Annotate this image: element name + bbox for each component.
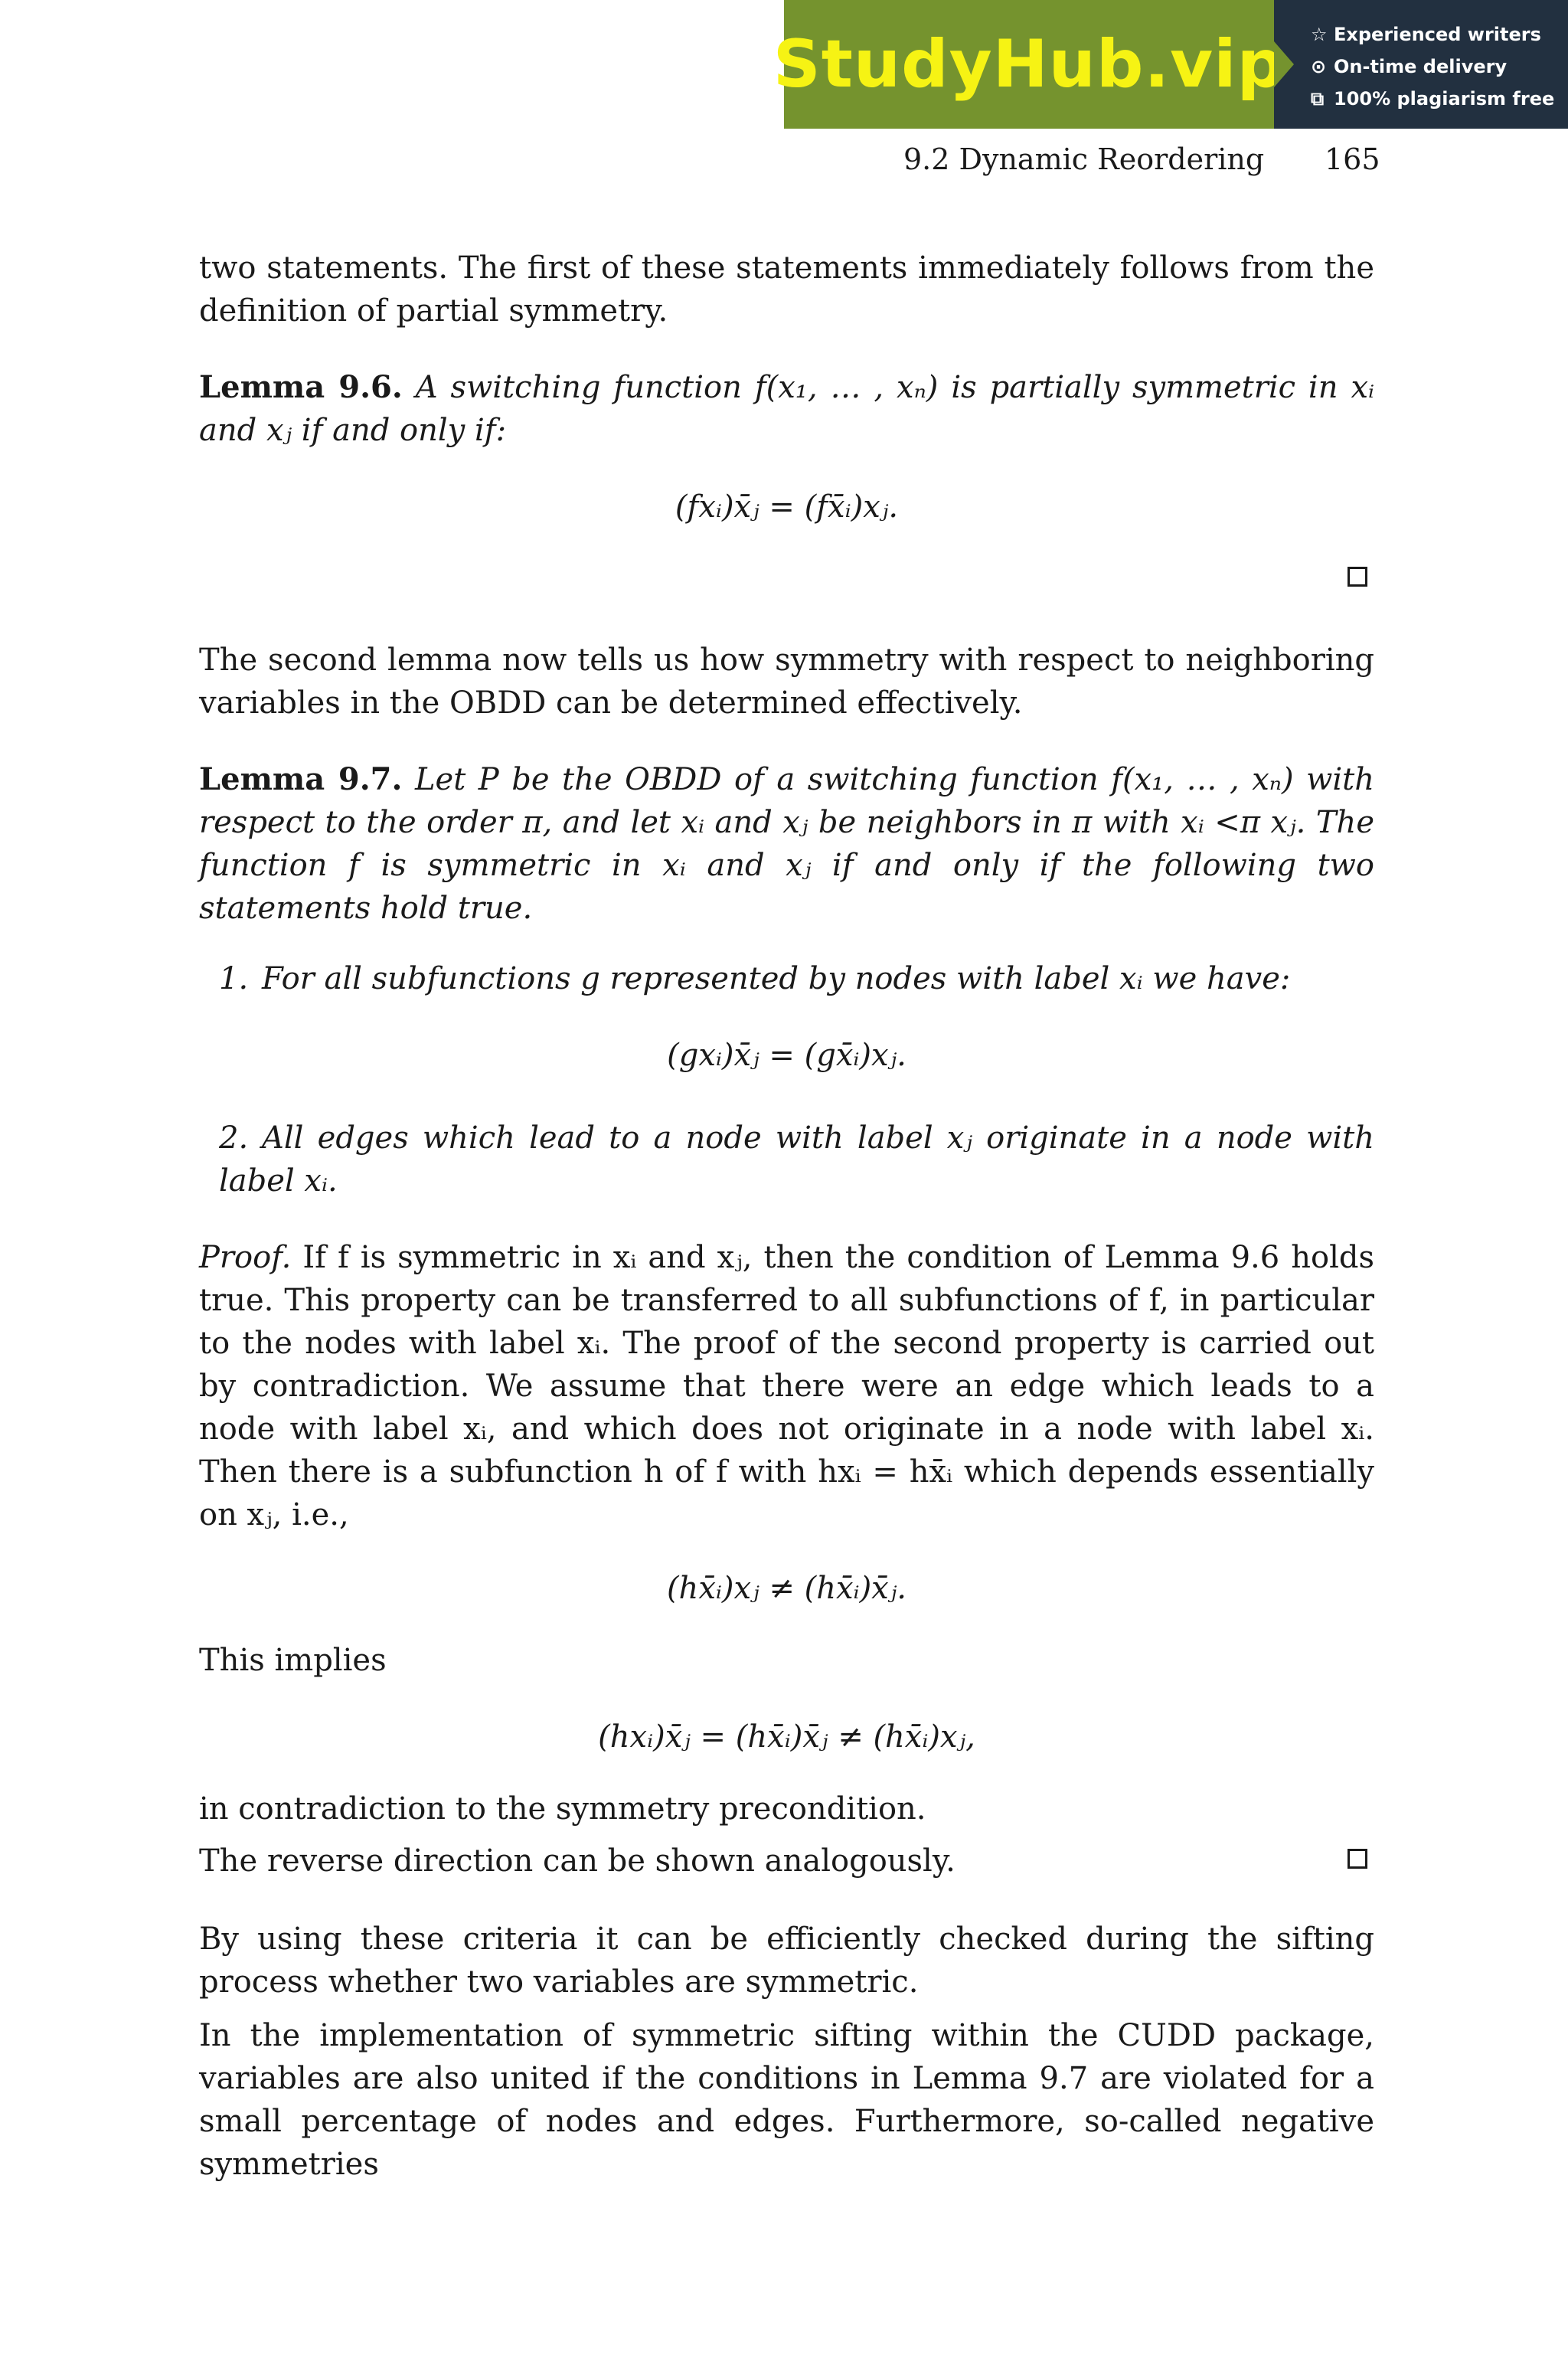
item-number: 2. [219, 1120, 249, 1156]
qed-square-icon [1348, 567, 1367, 587]
item-text: All edges which lead to a node with label xⱼ originate in a node with label xᵢ. [219, 1120, 1374, 1199]
proof-body: If f is symmetric in xᵢ and xⱼ, then the condition of Lemma 9.6 holds true. This property can be transferred to all subfunctions of f, in particular to the nodes with label xᵢ. The proof of the second property is carried out by contradiction. We assume that there were an edge which leads to a node with label xᵢ, and which does not originate in a node with label xᵢ. Then there is a subfunction h of f with hxᵢ = hx̄ᵢ which depends essentially on xⱼ, i.e., [199, 1240, 1375, 1532]
section-title: 9.2 Dynamic Reordering [903, 142, 1265, 176]
feature-label: 100% plagiarism free [1334, 88, 1555, 110]
equation-lemma-9-6: (fxᵢ)x̄ⱼ = (fx̄ᵢ)xⱼ. [675, 489, 899, 525]
page-number: 165 [1325, 142, 1380, 176]
equation-proof-2: (hxᵢ)x̄ⱼ = (hx̄ᵢ)x̄ⱼ ≠ (hx̄ᵢ)xⱼ, [598, 1719, 975, 1755]
paragraph-criteria [199, 1918, 1374, 2003]
lemma-9-7 [199, 758, 1374, 930]
proof-reverse [199, 1840, 1374, 1882]
paragraph-text: in contradiction to the symmetry precondition. [199, 1791, 926, 1827]
feature-ontime [1311, 51, 1568, 83]
equation-lemma-9-7: (gxᵢ)x̄ⱼ = (gx̄ᵢ)xⱼ. [667, 1038, 906, 1073]
banner-features [1274, 0, 1568, 129]
feature-experienced [1311, 18, 1568, 51]
lemma-text: and [199, 413, 257, 448]
proof-implies [199, 1639, 1374, 1682]
lemma-text: is partially symmetric in [951, 370, 1338, 405]
feature-label: On-time delivery [1334, 56, 1508, 77]
paragraph-second-lemma-intro [199, 639, 1374, 725]
paragraph-intro [199, 247, 1374, 332]
star-icon: ☆ [1311, 24, 1328, 45]
running-header [903, 142, 1380, 176]
lemma-label: Lemma 9.6. [199, 369, 403, 405]
lemma-9-7-statement [199, 758, 1374, 930]
math-func: f(x₁, … , xₙ) [754, 370, 939, 405]
feature-label: Experienced writers [1334, 24, 1541, 45]
proof-contradiction [199, 1788, 1374, 1830]
paragraph-cudd [199, 2014, 1374, 2186]
item-number: 1. [219, 961, 249, 996]
qed-square-icon [1348, 1849, 1367, 1869]
feature-plagiarism [1311, 83, 1568, 115]
proof-label: Proof. [199, 1240, 292, 1275]
math-var: xᵢ [1351, 370, 1375, 405]
proof-text [199, 1236, 1374, 1536]
paragraph-text: By using these criteria it can be efficiently checked during the sifting process whether two variables are symmetric. [199, 1922, 1374, 2000]
lemma-9-6-statement [199, 366, 1374, 452]
paragraph-text: In the implementation of symmetric sifting within the CUDD package, variables are also united if the conditions in Lemma 9.7 are violated for a small percentage of nodes and edges. Furthermore, so-called negative symmetries [199, 2018, 1374, 2182]
copy-icon: ⧉ [1311, 88, 1325, 110]
paragraph-text: The reverse direction can be shown analogously. [199, 1843, 956, 1879]
paragraph-text: two statements. The first of these statements immediately follows from the definition of partial symmetry. [199, 250, 1374, 329]
lemma-9-7-item-2 [219, 1117, 1374, 1202]
banner-arrow [1274, 41, 1294, 87]
proof [199, 1236, 1374, 1536]
lemma-label: Lemma 9.7. [199, 761, 403, 797]
paragraph-text: This implies [199, 1643, 387, 1678]
lemma-9-6 [199, 366, 1374, 452]
lemma-text: Let P be the OBDD of a switching function f(x₁, … , xₙ) with respect to the order π, and let xᵢ and xⱼ be neighbors in π with xᵢ <π xⱼ. The function f is symmetric in xᵢ and xⱼ if and only if the following two statements hold true. [199, 762, 1375, 926]
lemma-text: A switching function [415, 370, 742, 405]
equation-proof-1: (hx̄ᵢ)xⱼ ≠ (hx̄ᵢ)x̄ⱼ. [666, 1571, 907, 1606]
studyhub-logo[interactable]: StudyHub.vip [773, 26, 1285, 103]
paragraph-text: The second lemma now tells us how symmetry with respect to neighboring variables in the OBDD can be determined effectively. [199, 643, 1374, 721]
ad-banner[interactable] [773, 0, 1568, 129]
banner-logo-area[interactable] [773, 0, 1285, 129]
clock-icon: ⊙ [1311, 56, 1327, 77]
item-text: For all subfunctions g represented by nodes with label xᵢ we have: [262, 961, 1291, 996]
lemma-text: if and only if: [301, 413, 507, 448]
math-var: xⱼ [266, 413, 292, 448]
lemma-9-7-item-1 [219, 957, 1374, 1000]
